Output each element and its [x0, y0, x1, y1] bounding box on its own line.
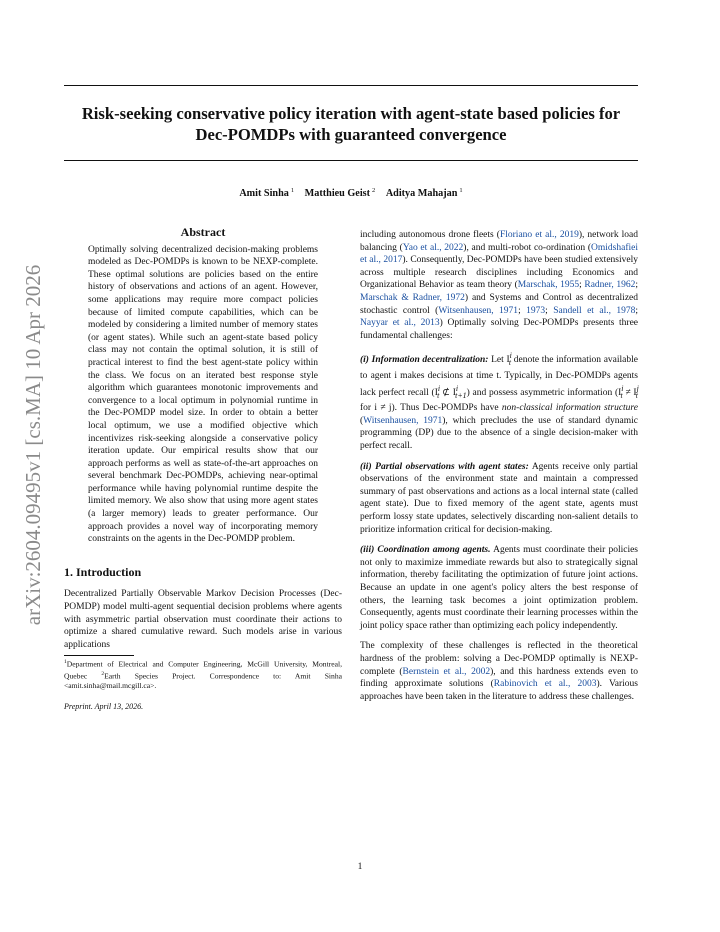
page-number: 1: [357, 862, 363, 872]
left-column: [64, 226, 342, 714]
citation-link[interactable]: Bernstein et al., 2002: [402, 666, 491, 677]
citation-link[interactable]: Omidshafiei et al., 2017: [360, 242, 638, 266]
footnote: $^1$Department of Electrical and Computer Engineering, McGill University, Montreal, Quebec $^2$Earth Species Project. Correspondence to: Amit Sinha <amit.sinha@mail.mcgill.ca>.: [64, 659, 342, 690]
citation-link[interactable]: Sandell et al., 1978: [553, 305, 636, 316]
arxiv-stamp: arXiv:2604.09495v1 [cs.MA] 10 Apr 2026: [21, 264, 45, 626]
preprint-note: Preprint. April 13, 2026.: [64, 702, 144, 712]
author-list: [64, 187, 638, 199]
citation-link[interactable]: Yao et al., 2022: [402, 242, 464, 253]
citation-link[interactable]: Nayyar et al., 2013: [360, 318, 440, 329]
author-3: Aditya Mahajan $^1$: [385, 187, 463, 200]
top-rule: [64, 85, 638, 86]
citation-link[interactable]: Witsenhausen, 1971: [438, 305, 519, 316]
abstract-text: Optimally solving decentralized decision-making problems modeled as Dec-POMDPs is known to be NEXP-complete. These optimal solutions are policies based on the entire history of observations and actions of an agent. However, some applications may require more compact policies because of limited compute capabilities, which can be modeled by considering a limited number of memory states (or agent states). While such an agent-state based policy class may not contain the optimal solution, it is still of practical interest to find the best agent-state policy within the class. We focus on an iterated best response style algorithm which guarantees monotonic improvements and convergence to a local optimum in polynomial runtime in the Dec-POMDP model size. In order to obtain a better local optimum, we use a modified objective which incentivizes risk-seeking alongside a conservative policy iteration update. Our empirical results show that our approach performs as well as state-of-the-art approaches on several benchmark Dec-POMDPs, achieving near-optimal performance while having polynomial runtime despite the limited memory. We also show that using more agent states (a larger memory) leads to greater performance. Our approach provides a novel way of incorporating memory constraints on the agents in the Dec-POMDP problem.: [88, 244, 318, 545]
section-heading-introduction: 1. Introduction: [64, 564, 142, 579]
citation-link[interactable]: Marschak & Radner, 1972: [360, 292, 465, 303]
paper-title: Risk-seeking conservative policy iteration with agent-state based policies for Dec-POMDPs with guaranteed convergence: [81, 104, 621, 144]
challenge-information-decentralization: (i) Information decentralization: Let $I^i_t$ denote the information available to agent i makes decisions at time t. Typically, in Dec-POMDPs agents lack perfect recall ($I^i_t$ ⊄ $I^i_{t+1}$) and possess asymmetric information ($I^i_t \ne I^j_t$ for i ≠ j). Thus Dec-POMDPs have non-classical information structure (Witsenhausen, 1971), which precludes the use of standard dynamic programming (DP) due to the absence of a single decision-maker with perfect recall.: [360, 351, 639, 451]
author-1: Amit Sinha $^1$: [239, 187, 295, 200]
challenge-coordination: (iii) Coordination among agents. Agents must coordinate their policies not only to maximize immediate rewards but also to strategically signal information, thereby facilitating the optimization of future joint actions. Because an update in one agent's policy alters the best response of others, the learning task becomes a joint optimization problem. Consequently, agents must coordinate their learning processes within the joint policy space rather than optimizing each policy independently.: [360, 545, 638, 631]
intro-paragraph-continued: including autonomous drone fleets (Floriano et al., 2019), network load balancing (Yao et al., 2022), and multi-robot co-ordination (Omidshafiei et al., 2017). Consequently, Dec-POMDPs have been studied extensively across multiple research disciplines including Economics and Organizational Behavior as team theory (Marschak, 1955; Radner, 1962; Marschak & Radner, 1972) and Systems and Control as decentralized stochastic control (Witsenhausen, 1971; 1973; Sandell et al., 1978; Nayyar et al., 2013) Optimally solving Dec-POMDPs presents three fundamental challenges:: [360, 230, 639, 341]
citation-link[interactable]: Radner, 1962: [584, 280, 636, 291]
footnote-rule: [64, 655, 134, 656]
challenge-partial-observations: (ii) Partial observations with agent states: Agents receive only partial observations of the environment state and maintain a compressed summary of past observations and actions as a local internal state (called agent state). Due to fixed memory of the agent state, agents must perform lossy state updates, selectively discarding non-salient details to prioritize information critical for decision-making.: [360, 461, 639, 535]
title-bottom-rule: [64, 160, 638, 161]
citation-link[interactable]: Rabinovich et al., 2003: [493, 679, 597, 690]
citation-link[interactable]: 1973: [526, 305, 546, 316]
complexity-paragraph: The complexity of these challenges is reflected in the theoretical hardness of the problem: solving a Dec-POMDP optimally is NEXP-complete (Bernstein et al., 2002), and this hardness extends even to finding approximate solutions (Rabinovich et al., 2003). Various approaches have been taken in the literature to address these challenges.: [360, 641, 638, 702]
abstract-heading: Abstract: [180, 225, 226, 239]
intro-paragraph: Decentralized Partially Observable Markov Decision Processes (Dec-POMDP) model multi-agent sequential decision problems where agents with asymmetric partial observation must coordinate their actions to optimize a shared cumulative reward. Such models arise in various applications: [64, 589, 342, 650]
citation-link[interactable]: Marschak, 1955: [517, 280, 580, 291]
right-column: [360, 229, 638, 711]
citation-link[interactable]: Witsenhausen, 1971: [363, 415, 443, 426]
author-2: Matthieu Geist $^2$: [304, 187, 376, 200]
citation-link[interactable]: Floriano et al., 2019: [499, 230, 579, 240]
